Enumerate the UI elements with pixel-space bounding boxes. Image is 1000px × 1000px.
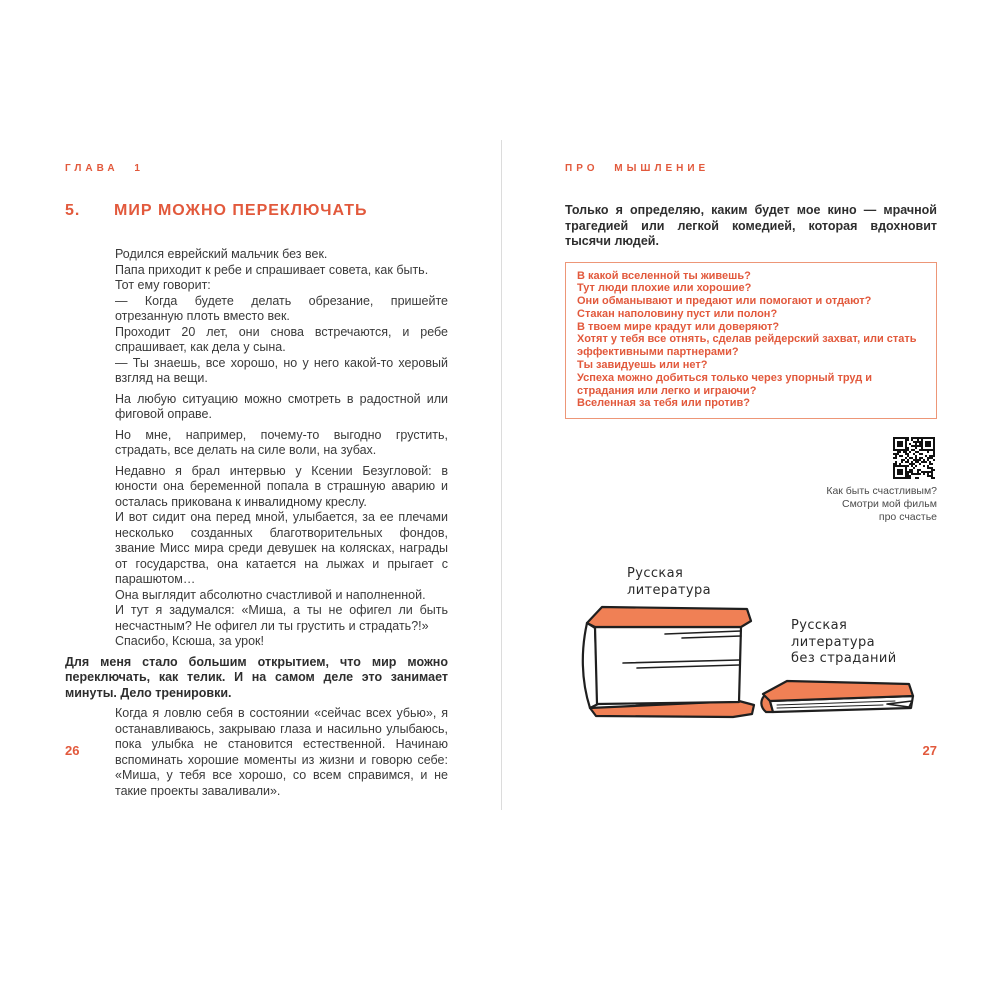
text-line: Папа приходит к ребе и спрашивает совета, как быть. — [115, 262, 429, 277]
label-line: Русская — [627, 566, 684, 581]
paragraph: Но мне, например, почему-то выгодно грустить, страдать, все делать на силе воли, на зубах. — [115, 427, 448, 457]
section-number: 5. — [65, 202, 81, 219]
label-line: литература — [627, 582, 712, 598]
section-heading — [65, 202, 448, 220]
caption-line: про счастье — [878, 511, 937, 524]
text-line: Проходит 20 лет, они снова встречаются, и ребе спрашивает, как дела у сына. — [115, 324, 448, 354]
lead-paragraph: Только я определяю, каким будет мое кино — мрачной трагедией или легкой комедией, которая вдохновит тысячи людей. — [565, 203, 937, 248]
label-line: без страданий — [791, 651, 897, 666]
text-line: Спасибо, Ксюша, за урок! — [115, 634, 264, 648]
qr-code-icon — [891, 435, 937, 481]
page-number-right: 27 — [922, 743, 937, 758]
left-page — [65, 163, 448, 799]
caption-line: Смотри мой фильм — [841, 498, 937, 511]
qr-caption — [826, 485, 937, 524]
text-line: Тот ему говорит: — [115, 278, 211, 292]
questions-box — [565, 262, 937, 420]
caption-line: Как быть счастливым? — [826, 485, 937, 498]
right-page — [565, 163, 937, 524]
question-line: Стакан наполовину пуст или полон? — [577, 307, 778, 320]
label-line: Русская — [791, 618, 848, 633]
question-line: Успеха можно добиться только через упорный труд и страдания или легко и играючи? — [577, 371, 873, 397]
page-divider-line — [501, 140, 502, 810]
text-line: — Ты знаешь, все хорошо, но у него какой-то херовый взгляд на вещи. — [115, 355, 448, 385]
paragraph: На любую ситуацию можно смотреть в радостной или фиговой оправе. — [115, 391, 448, 421]
interview-paragraph — [65, 464, 448, 650]
closing-paragraph: Когда я ловлю себя в состоянии «сейчас всех убью», я останавливаюсь, закрываю глаза и насильно улыбаюсь, пока улыбка не становится естественной. Начинаю вспоминать хорошие моменты из жизни и говорю себе: «Миша, у тебя все хорошо, со всем справимся, и не такие проекты заваливали». — [115, 706, 448, 798]
chapter-header-left: ГЛАВА 1 — [65, 163, 144, 174]
books-illustration — [565, 555, 945, 727]
question-line: В твоем мире крадут или доверяют? — [577, 320, 780, 333]
question-line: Ты завидуешь или нет? — [577, 359, 708, 372]
question-line: Они обманывают и предают или помогают и отдают? — [577, 295, 872, 308]
chapter-header-right: ПРО МЫШЛЕНИЕ — [565, 163, 710, 174]
text-line: И тут я задумался: «Миша, а ты не офигел ли быть несчастным? Не офигел ли ты грустить и страдать?!» — [115, 603, 448, 633]
label-line: литература — [791, 634, 876, 650]
big-book-label — [627, 566, 711, 599]
key-takeaway-paragraph: Для меня стало большим открытием, что мир можно переключать, как телик. И на самом деле это занимает минуты. Дело тренировки. — [65, 654, 448, 700]
section-title: МИР МОЖНО ПЕРЕКЛЮЧАТЬ — [114, 202, 368, 219]
page-number-left: 26 — [65, 743, 80, 758]
text-line: И вот сидит она перед мной, улыбается, за ее плечами несколько созданных благотворительных фондов, звание Мисс мира среди девушек на колясках, награды от государства, она катается на лыжах и прыгает с парашютом… — [115, 510, 448, 586]
question-line: В какой вселенной ты живешь? — [577, 269, 751, 282]
text-line: — Когда будете делать обрезание, пришейте отрезанную плоть вместо век. — [115, 293, 448, 323]
text-line: Родился еврейский мальчик без век. — [115, 247, 328, 261]
text-line: Она выглядит абсолютно счастливой и наполненной. — [115, 587, 426, 602]
question-line: Хотят у тебя все отнять, сделав рейдерский захват, или стать эффективными партнерами? — [577, 333, 917, 359]
small-book-label — [791, 618, 897, 668]
question-line: Вселенная за тебя или против? — [577, 397, 751, 410]
question-line: Тут люди плохие или хорошие? — [577, 282, 752, 295]
anecdote-paragraph — [65, 247, 448, 387]
qr-block — [565, 435, 937, 524]
text-line: Недавно я брал интервью у Ксении Безугловой: в юности она беременной попала в страшную аварию и осталась прикована к инвалидному креслу. — [115, 463, 448, 509]
